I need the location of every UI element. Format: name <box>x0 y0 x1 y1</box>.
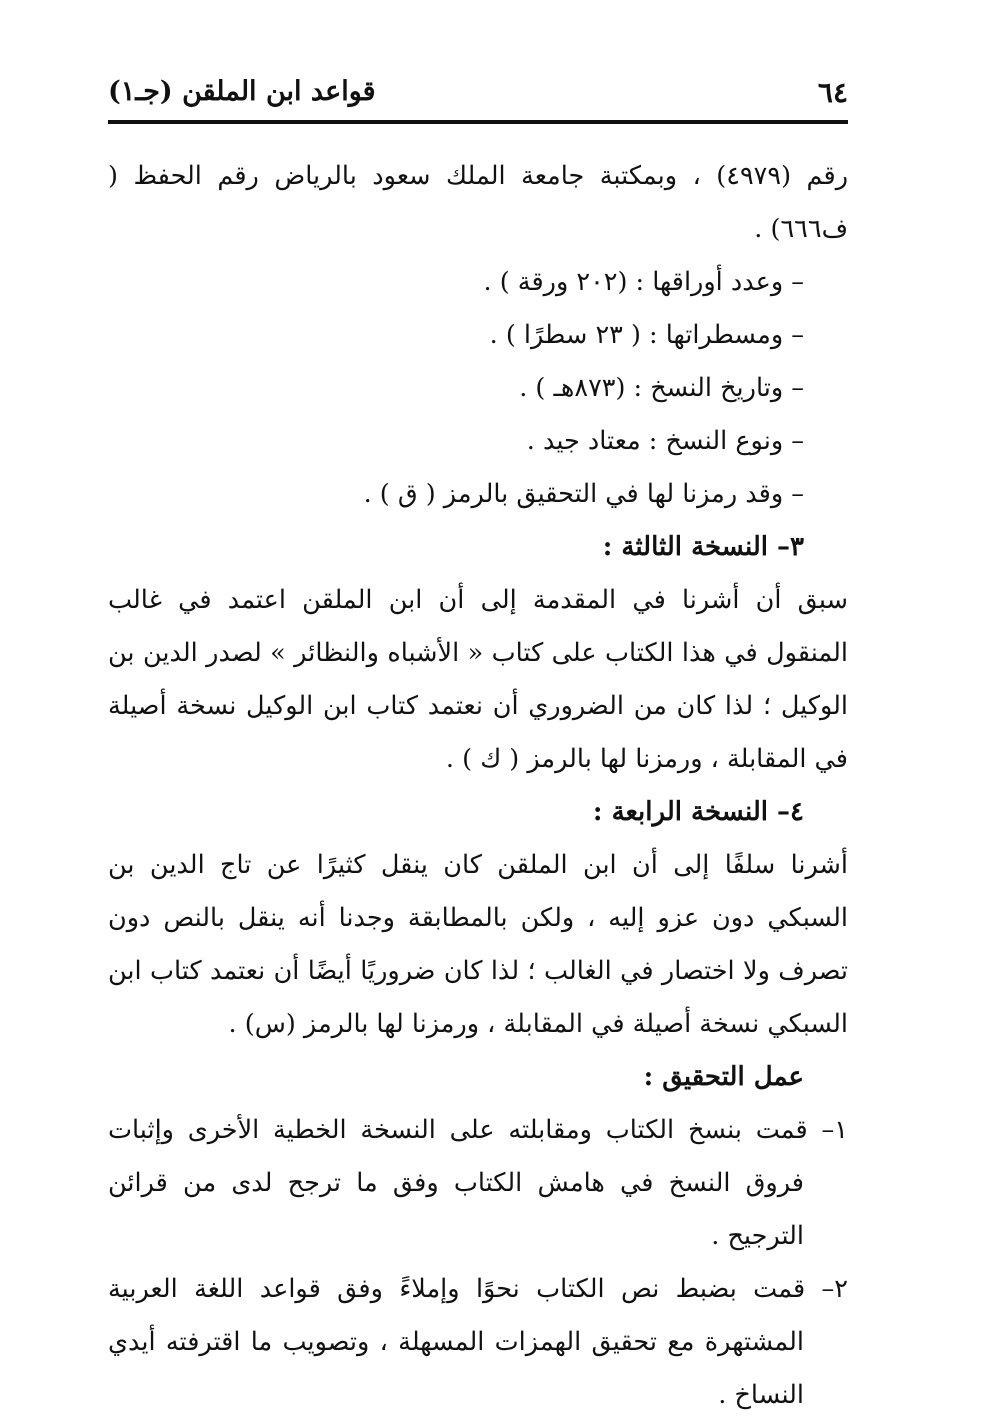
editing-work-item-2: ٢– قمت بضبط نص الكتاب نحوًا وإملاءً وفق قواعد اللغة العربية المشتهرة مع تحقيق الهمزات المسهلة ، وتصويب ما اقترفته أيدي النساخ . <box>108 1274 848 1410</box>
running-header <box>108 62 848 124</box>
section-heading-editing-work: عمل التحقيق : <box>643 1062 804 1092</box>
page-number: ٦٤ <box>817 76 848 109</box>
editing-work-item-1: ١– قمت بنسخ الكتاب ومقابلته على النسخة الخطية الأخرى وإثبات فروق النسخ في هامش الكتاب وفق ما ترجح لدى من قرائن الترجيح . <box>108 1115 848 1251</box>
page-body <box>108 150 848 1422</box>
book-page <box>108 62 848 1422</box>
manuscript-location-line: رقم (٤٩٧٩) ، وبمكتبة جامعة الملك سعود بالرياض رقم الحفظ ( ف٦٦٦) . <box>108 161 849 244</box>
fourth-copy-paragraph: أشرنا سلفًا إلى أن ابن الملقن كان ينقل كثيرًا عن تاج الدين بن السبكي دون عزو إليه ، ولكن بالمطابقة وجدنا أنه ينقل بالنص دون تصرف ولا اختصار في الغالب ؛ لذا كان ضروريًا أيضًا أن نعتمد كتاب ابن السبكي نسخة أصيلة في المقابلة ، ورمزنا لها بالرمز (س) . <box>108 850 848 1039</box>
manuscript-lines-item: – ومسطراتها : ( ٢٣ سطرًا ) . <box>489 320 804 350</box>
section-heading-third-copy: ٣– النسخة الثالثة : <box>602 532 804 562</box>
book-title: قواعد ابن الملقن (جـ١) <box>108 76 376 107</box>
third-copy-paragraph: سبق أن أشرنا في المقدمة إلى أن ابن الملقن اعتمد في غالب المنقول في هذا الكتاب على كتاب « الأشباه والنظائر » لصدر الدين بن الوكيل ؛ لذا كان من الضروري أن نعتمد كتاب ابن الوكيل نسخة أصيلة في المقابلة ، ورمزنا لها بالرمز ( ك ) . <box>108 585 848 774</box>
manuscript-symbol-item: – وقد رمزنا لها في التحقيق بالرمز ( ق ) . <box>363 479 804 509</box>
section-heading-fourth-copy: ٤– النسخة الرابعة : <box>592 797 804 827</box>
manuscript-script-item: – ونوع النسخ : معتاد جيد . <box>526 426 804 456</box>
manuscript-folios-item: – وعدد أوراقها : (٢٠٢ ورقة ) . <box>483 267 804 297</box>
manuscript-date-item: – وتاريخ النسخ : (٨٧٣هـ ) . <box>519 373 804 403</box>
